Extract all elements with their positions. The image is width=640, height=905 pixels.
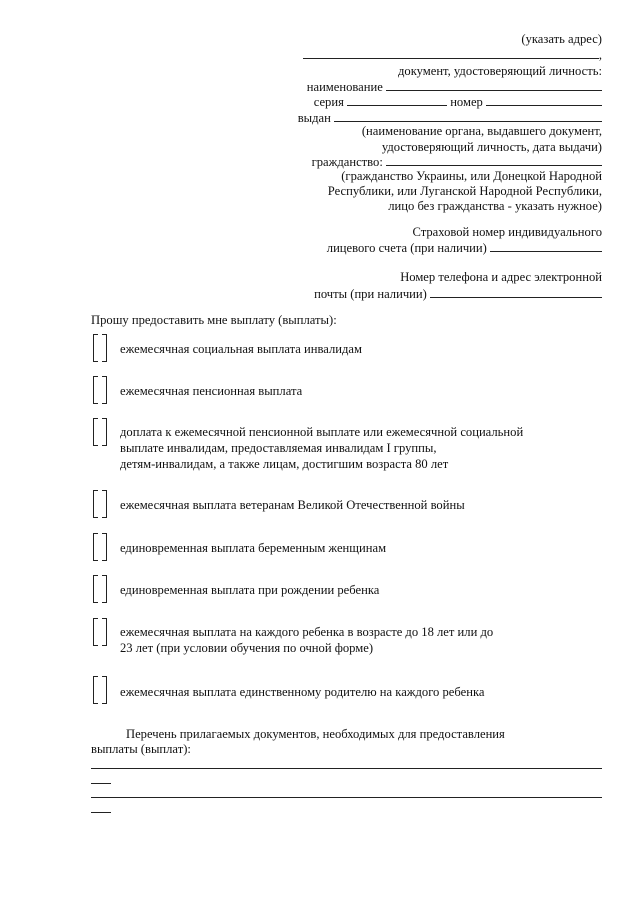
address-field-end: , [598,48,602,62]
option-label: ежемесячная пенсионная выплата [120,384,303,398]
checkbox[interactable] [93,418,107,446]
documents-line-1-continuation[interactable] [91,783,111,784]
documents-line-1[interactable] [91,768,602,769]
insurance-label-1: Страховой номер индивидуального [412,225,602,239]
citizenship-hint-3: лицо без гражданства - указать нужное) [388,199,602,213]
contact-label-2: почты (при наличии) [314,287,427,301]
checkbox[interactable] [93,676,107,704]
id-document-name-field[interactable] [386,79,602,91]
insurance-label-2: лицевого счета (при наличии) [326,241,487,255]
checkbox[interactable] [93,618,107,646]
series-label: серия [313,95,344,109]
series-number-row [314,94,602,110]
contact-row [314,286,602,302]
option-label: ежемесячная выплата ветеранам Великой Отечественной войны [120,498,465,512]
checkbox[interactable] [93,490,107,518]
number-label: номер [450,95,483,109]
option-label: ежемесячная социальная выплата инвалидам [120,342,362,356]
option-label: доплата к ежемесячной пенсионной выплате или ежемесячной социальной выплате инвалидам, предоставляемая инвалидам I группы, детям-инвалидам, а также лицам, достигшим возраста 80 лет [120,425,524,471]
id-document-title: документ, удостоверяющий личность: [397,64,602,78]
issued-field[interactable] [334,110,602,122]
number-field[interactable] [486,94,602,106]
issued-label: выдан [297,111,331,125]
address-field[interactable] [303,47,602,63]
option-label: ежемесячная выплата на каждого ребенка в возрасте до 18 лет или до 23 лет (при условии обучения по очной форме) [120,625,494,655]
checkbox[interactable] [93,334,107,362]
citizenship-hint-2: Республики, или Луганской Народной Республики, [327,184,602,198]
option-label: единовременная выплата при рождении ребенка [120,583,380,597]
issuer-hint-2: удостоверяющий личность, дата выдачи) [381,140,602,154]
request-heading: Прошу предоставить мне выплату (выплаты): [91,313,337,327]
id-document-name-label: наименование [306,80,383,94]
checkbox[interactable] [93,575,107,603]
documents-line-2-continuation[interactable] [91,812,111,813]
checkbox[interactable] [93,376,107,404]
insurance-field[interactable] [490,240,602,252]
address-hint: (указать адрес) [521,32,602,46]
insurance-row [327,240,602,256]
issuer-hint-1: (наименование органа, выдавшего документ, [361,124,602,138]
option-label: ежемесячная выплата единственному родителю на каждого ребенка [120,685,485,699]
documents-heading-line-2: выплаты (выплат): [91,742,191,756]
citizenship-field[interactable] [386,154,602,166]
series-field[interactable] [347,94,447,106]
citizenship-hint-1: (гражданство Украины, или Донецкой Народной [341,169,602,183]
checkbox[interactable] [93,533,107,561]
option-label: единовременная выплата беременным женщинам [120,541,387,555]
citizenship-label: гражданство: [311,155,383,169]
contact-label-1: Номер телефона и адрес электронной [400,270,602,284]
documents-heading-line-1: Перечень прилагаемых документов, необходимых для предоставления [126,727,505,741]
id-document-name-row [307,79,602,95]
contact-field[interactable] [430,286,602,298]
documents-line-2[interactable] [91,797,602,798]
